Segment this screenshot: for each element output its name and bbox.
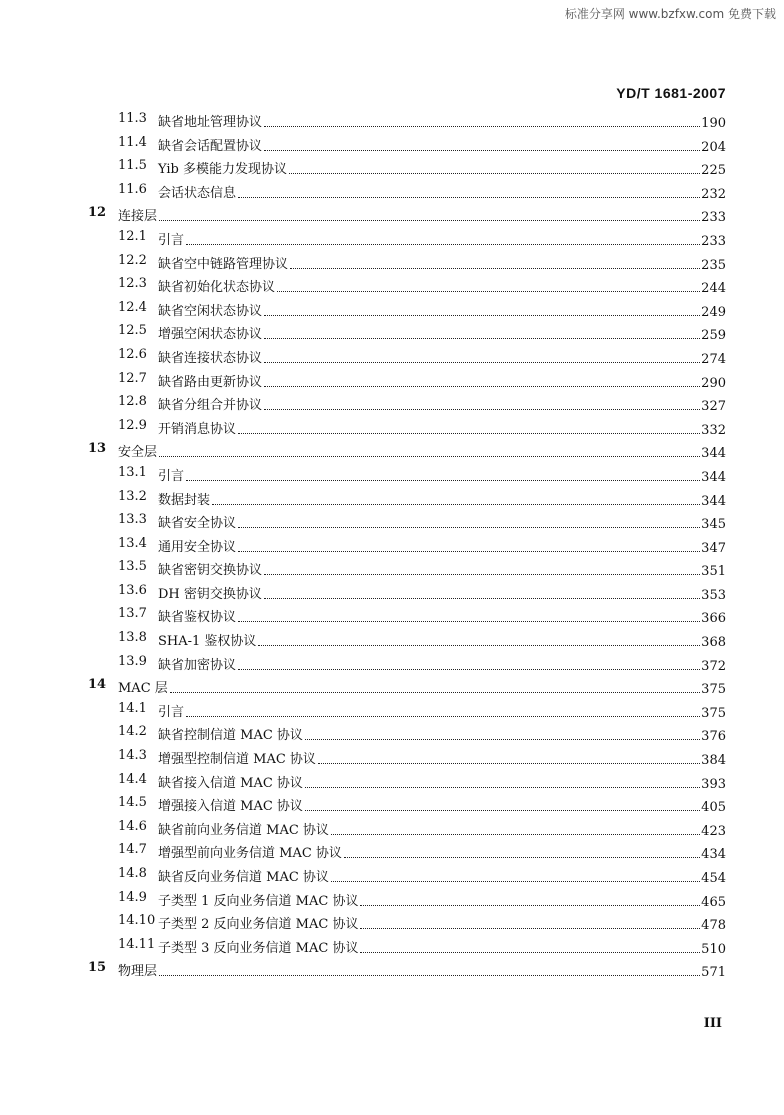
toc-entry-page: 465 (701, 894, 726, 910)
dot-leader (159, 206, 702, 221)
toc-entry-page: 478 (701, 918, 726, 934)
toc-entry-title: 连接层 (118, 209, 158, 225)
toc-entry-title: 物理层 (118, 964, 158, 980)
toc-entry-number: 13.6 (118, 582, 147, 598)
toc-entry-title: 缺省分组合并协议 (158, 398, 263, 414)
toc-entry-number: 13.4 (118, 535, 147, 551)
dot-leader (331, 820, 702, 835)
toc-entry-page: 571 (701, 965, 726, 981)
toc-entry (0, 910, 784, 934)
toc-entry-page: 233 (701, 233, 726, 249)
toc-entry-title: 缺省连接状态协议 (158, 350, 263, 366)
toc-entry-number: 14.2 (118, 724, 147, 740)
toc-entry-page: 344 (701, 469, 726, 485)
dot-leader (305, 773, 702, 788)
toc-entry (0, 674, 784, 698)
dot-leader (238, 513, 702, 528)
toc-entry (0, 250, 784, 274)
toc-entry-number: 12.3 (118, 276, 147, 292)
toc-entry-number: 12.2 (118, 252, 147, 268)
toc-entry-page: 344 (701, 493, 726, 509)
toc-entry-title: 增强型控制信道 MAC 协议 (158, 752, 316, 768)
dot-leader (290, 254, 702, 269)
toc-entry-page: 454 (701, 871, 726, 886)
toc-entry-page: 204 (701, 139, 726, 155)
toc-entry-title: 子类型 2 反向业务信道 MAC 协议 (158, 917, 359, 933)
toc-entry-number: 14.10 (118, 913, 156, 929)
toc-entry-title: 缺省加密协议 (158, 657, 237, 673)
toc-entry-number: 11.4 (118, 134, 147, 150)
toc-entry (0, 155, 784, 179)
toc-entry-number: 11.6 (118, 181, 147, 197)
toc-entry-page: 347 (701, 540, 726, 556)
toc-entry (0, 769, 784, 793)
toc-entry-page: 510 (701, 941, 726, 957)
toc-entry (0, 934, 784, 958)
toc-entry (0, 792, 784, 816)
dot-leader (305, 725, 702, 740)
toc-entry-title: 缺省接入信道 MAC 协议 (158, 775, 303, 791)
toc-entry-number: 12.5 (118, 323, 147, 339)
toc-entry-title: DH 密钥交换协议 (158, 586, 262, 602)
toc-entry-title: 缺省控制信道 MAC 协议 (158, 728, 303, 744)
toc-entry (0, 415, 784, 439)
toc-entry-title: 安全层 (118, 445, 158, 461)
toc-entry-title: SHA-1 鉴权协议 (158, 634, 257, 650)
dot-leader (264, 560, 702, 575)
toc-entry (0, 344, 784, 368)
toc-entry-number: 11.3 (118, 111, 147, 126)
toc-entry-page: 233 (701, 210, 726, 226)
toc-entry-page: 244 (701, 281, 726, 297)
toc-entry-title: 子类型 1 反向业务信道 MAC 协议 (158, 893, 359, 909)
toc-entry (0, 556, 784, 580)
dot-leader (264, 348, 702, 363)
toc-entry-title: 缺省反向业务信道 MAC 协议 (158, 870, 329, 885)
toc-entry (0, 698, 784, 722)
toc-entry-number: 14.5 (118, 795, 147, 811)
toc-entry (0, 368, 784, 392)
toc-entry-title: Yib 多模能力发现协议 (158, 162, 287, 178)
toc-entry-number: 14.11 (118, 936, 156, 952)
toc-entry-title: 缺省安全协议 (158, 516, 237, 532)
toc-entry-page: 327 (701, 399, 726, 415)
dot-leader (186, 702, 702, 717)
toc-entry-page: 351 (701, 564, 726, 580)
toc-entry-page: 375 (701, 705, 726, 721)
toc-entry-page: 344 (701, 446, 726, 462)
dot-leader (264, 324, 702, 339)
toc-entry (0, 132, 784, 156)
toc-entry-page: 366 (701, 611, 726, 627)
toc-entry-number: 14.9 (118, 889, 147, 905)
toc-entry-page: 259 (701, 328, 726, 344)
toc-entry-title: 子类型 3 反向业务信道 MAC 协议 (158, 940, 359, 956)
toc-entry (0, 745, 784, 769)
toc-entry (0, 839, 784, 863)
toc-entry-number: 13.1 (118, 464, 147, 480)
toc-entry-title: 通用安全协议 (158, 539, 237, 555)
dot-leader (277, 277, 702, 292)
toc-entry-number: 13.5 (118, 559, 147, 575)
dot-leader (360, 914, 702, 929)
toc-entry-title: 数据封装 (158, 492, 211, 508)
toc-entry-number: 14.4 (118, 771, 147, 787)
toc-entry-page: 375 (701, 682, 726, 698)
toc-entry-title: 缺省鉴权协议 (158, 610, 237, 626)
toc-entry-page: 225 (701, 163, 726, 179)
toc-entry (0, 202, 784, 226)
toc-entry-number: 13.9 (118, 653, 147, 669)
toc-entry (0, 391, 784, 415)
dot-leader (360, 938, 702, 953)
dot-leader (238, 655, 702, 670)
toc-entry (0, 863, 784, 887)
toc-entry (0, 273, 784, 297)
toc-entry-number: 12.1 (118, 228, 147, 244)
dot-leader (264, 112, 702, 127)
toc-entry-title: 缺省密钥交换协议 (158, 563, 263, 579)
dot-leader (159, 961, 702, 976)
dot-leader (264, 301, 702, 316)
toc-entry-number: 13 (88, 441, 107, 457)
toc-entry-number: 13.8 (118, 630, 147, 646)
toc-entry-page: 249 (701, 304, 726, 320)
toc-entry-page: 353 (701, 587, 726, 603)
toc-entry-page: 368 (701, 635, 726, 651)
toc-entry-number: 12.6 (118, 346, 147, 362)
dot-leader (264, 372, 702, 387)
toc-entry-number: 14.6 (118, 818, 147, 834)
toc-entry (0, 438, 784, 462)
toc-entry (0, 297, 784, 321)
toc-entry-title: 引言 (158, 468, 185, 484)
dot-leader (186, 230, 702, 245)
toc-entry-title: 缺省空中链路管理协议 (158, 256, 289, 272)
toc-entry-page: 274 (701, 351, 726, 367)
toc-entry-number: 14.8 (118, 866, 147, 881)
toc-entry-title: 会话状态信息 (158, 185, 237, 201)
toc-entry (0, 580, 784, 604)
dot-leader (238, 419, 702, 434)
toc-entry-page: 290 (701, 375, 726, 391)
toc-entry-number: 14.7 (118, 842, 147, 858)
toc-entry (0, 462, 784, 486)
dot-leader (170, 678, 702, 693)
toc-entry (0, 509, 784, 533)
toc-entry-page: 372 (701, 658, 726, 674)
table-of-contents (0, 108, 784, 981)
toc-entry (0, 957, 784, 981)
dot-leader (238, 537, 702, 552)
toc-entry-title: 缺省路由更新协议 (158, 374, 263, 390)
dot-leader (305, 796, 702, 811)
dot-leader (264, 395, 702, 410)
toc-entry-title: 增强接入信道 MAC 协议 (158, 799, 303, 815)
toc-entry-number: 14 (88, 677, 107, 693)
toc-entry-number: 11.5 (118, 158, 147, 174)
toc-entry-title: 引言 (158, 232, 185, 248)
toc-entry (0, 179, 784, 203)
toc-entry-number: 15 (88, 960, 107, 976)
toc-entry-title: 缺省空闲状态协议 (158, 303, 263, 319)
toc-entry-page: 190 (701, 116, 726, 131)
dot-leader (360, 891, 702, 906)
toc-entry (0, 651, 784, 675)
dot-leader (264, 584, 702, 599)
toc-entry (0, 627, 784, 651)
toc-entry-number: 12.7 (118, 370, 147, 386)
toc-entry-page: 384 (701, 753, 726, 769)
toc-entry-title: MAC 层 (118, 681, 168, 697)
dot-leader (159, 442, 702, 457)
toc-entry-number: 13.7 (118, 606, 147, 622)
toc-entry-title: 增强型前向业务信道 MAC 协议 (158, 846, 342, 862)
toc-entry (0, 108, 784, 132)
toc-entry-title: 缺省初始化状态协议 (158, 280, 276, 296)
toc-entry-page: 345 (701, 517, 726, 533)
toc-entry (0, 887, 784, 911)
dot-leader (289, 159, 702, 174)
toc-entry-title: 开销消息协议 (158, 421, 237, 437)
dot-leader (318, 749, 702, 764)
dot-leader (238, 607, 702, 622)
dot-leader (186, 466, 702, 481)
dot-leader (258, 631, 702, 646)
toc-entry-title: 缺省会话配置协议 (158, 138, 263, 154)
toc-entry-page: 405 (701, 800, 726, 816)
toc-entry (0, 226, 784, 250)
toc-entry (0, 320, 784, 344)
toc-entry (0, 533, 784, 557)
toc-entry-number: 12.8 (118, 394, 147, 410)
dot-leader (264, 136, 702, 151)
standard-code: YD/T 1681-2007 (616, 85, 726, 101)
toc-entry-title: 缺省地址管理协议 (158, 115, 263, 130)
toc-entry-title: 缺省前向业务信道 MAC 协议 (158, 822, 329, 838)
toc-entry-page: 332 (701, 422, 726, 438)
dot-leader (344, 843, 702, 858)
dot-leader (238, 183, 702, 198)
toc-entry-number: 12.4 (118, 299, 147, 315)
dot-leader (212, 490, 702, 505)
toc-entry-page: 393 (701, 776, 726, 792)
toc-entry-title: 增强空闲状态协议 (158, 327, 263, 343)
toc-entry (0, 486, 784, 510)
toc-entry-number: 14.3 (118, 748, 147, 764)
toc-entry-page: 232 (701, 186, 726, 202)
toc-entry-page: 423 (701, 823, 726, 839)
dot-leader (331, 867, 702, 882)
toc-entry-title: 引言 (158, 704, 185, 720)
toc-entry-page: 235 (701, 257, 726, 273)
toc-entry-number: 12 (88, 205, 107, 221)
toc-entry-page: 376 (701, 729, 726, 745)
toc-entry (0, 816, 784, 840)
toc-entry-number: 13.2 (118, 488, 147, 504)
watermark-text: 标准分享网 www.bzfxw.com 免费下载 (564, 7, 776, 21)
toc-entry-page: 434 (701, 847, 726, 863)
toc-entry-number: 12.9 (118, 417, 147, 433)
toc-entry (0, 603, 784, 627)
page-number: III (703, 1016, 722, 1031)
toc-entry (0, 721, 784, 745)
toc-entry-number: 14.1 (118, 700, 147, 716)
toc-entry-number: 13.3 (118, 512, 147, 528)
